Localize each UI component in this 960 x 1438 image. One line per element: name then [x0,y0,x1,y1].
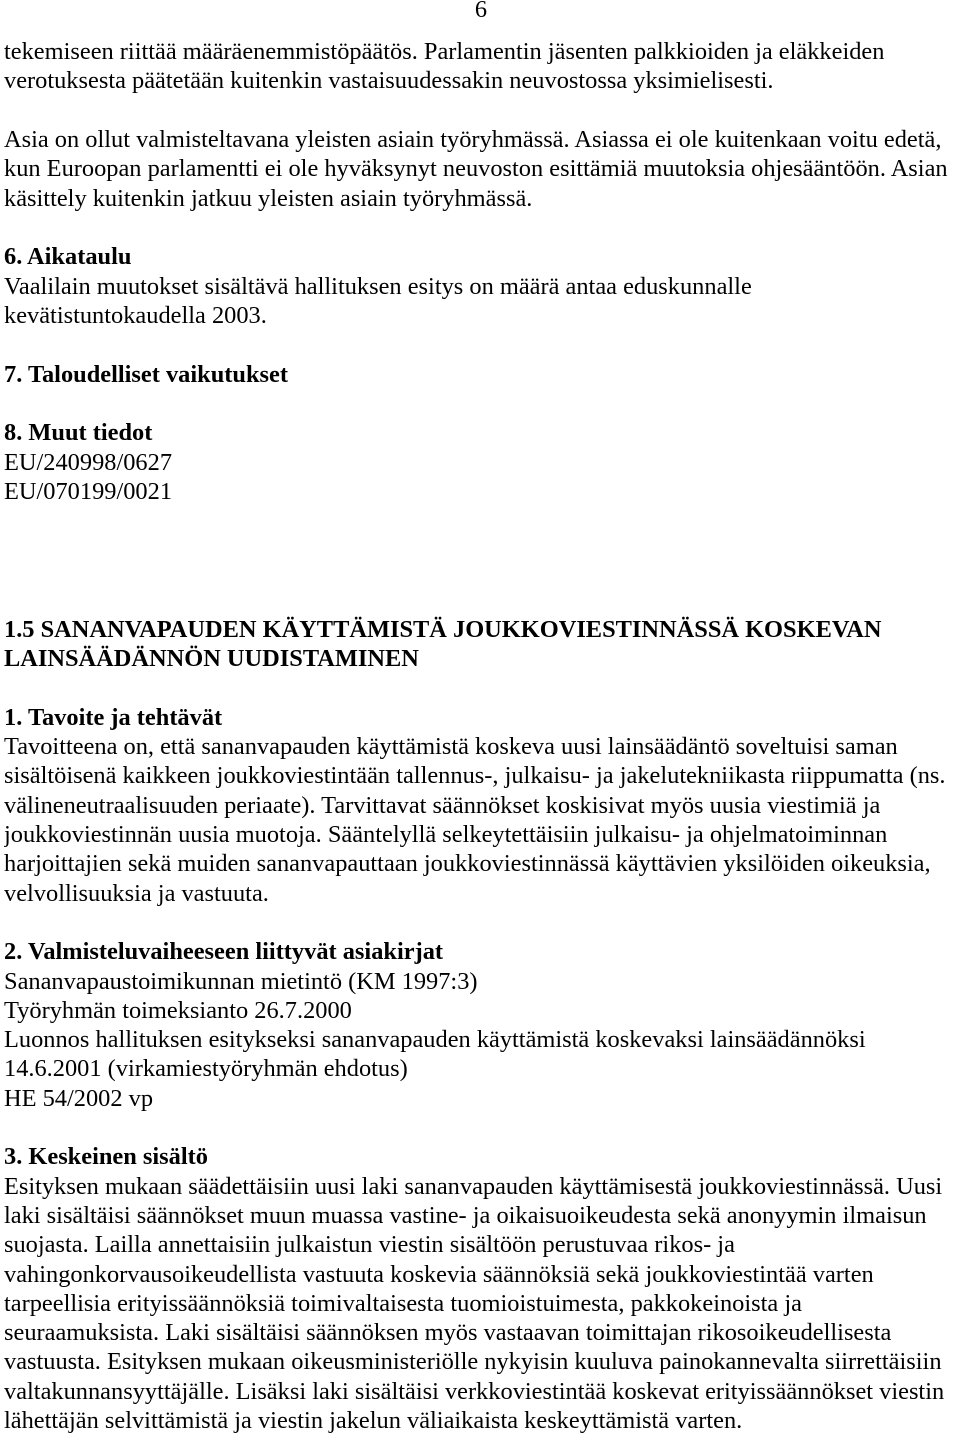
paragraph-line: Vaalilain muutokset sisältävä hallituksen esitys on määrä antaa eduskunnalle [4,272,752,300]
blank-line [4,908,956,937]
blank-line [4,213,956,242]
paragraph-line: harjoittajien sekä muiden sananvapauttaan joukkoviestinnässä käyttävien yksilöiden oikeuksia, [4,850,931,878]
blank-line [4,1113,956,1142]
page-number: 6 [474,0,488,23]
paragraph-line: kevätistuntokaudella 2003. [4,302,267,330]
document-reference: Sananvapaustoimikunnan mietintö (KM 1997:3) [4,967,478,995]
section-heading-financial-effects: 7. Taloudelliset vaikutukset [4,360,288,388]
section-heading-goals: 1. Tavoite ja tehtävät [4,703,223,731]
paragraph-line: velvollisuuksia ja vastuuta. [4,879,269,907]
paragraph-line: seuraamuksista. Laki sisältäisi säännöksen myös vastaavan toimittajan rikosoikeudellisesta [4,1319,892,1347]
document-reference: EU/240998/0627 [4,448,173,476]
paragraph-line: laki sisältäisi säännökset muun muassa vastine- ja oikaisuoikeudesta sekä anonyymin ilmaisun [4,1201,927,1229]
section-heading-other-info: 8. Muut tiedot [4,419,153,447]
section-title: LAINSÄÄDÄNNÖN UUDISTAMINEN [4,645,419,673]
paragraph-line: vahingonkorvausoikeudellista vastuuta koskevia säännöksiä sekä joukkoviestintää varten [4,1260,874,1288]
paragraph-line: vastuusta. Esityksen mukaan oikeusministeriölle nykyisin kuuluva painokannevalta siirrettäisiin [4,1348,942,1376]
document-reference: Luonnos hallituksen esitykseksi sananvapauden käyttämistä koskevaksi lainsäädännöksi [4,1026,866,1054]
paragraph-line: välineneutraalisuuden periaate). Tarvittavat säännökset koskisivat myös uusia viestimiä ja [4,791,881,819]
paragraph-line: Asia on ollut valmisteltavana yleisten asiain työryhmässä. Asiassa ei ole kuitenkaan voitu edetä, [4,126,942,154]
paragraph-line: tekemiseen riittää määräenemmistöpäätös. Parlamentin jäsenten palkkioiden ja eläkkeiden [4,38,885,65]
paragraph-line: käsittely kuitenkin jatkuu yleisten asiain työryhmässä. [4,184,533,212]
document-body-section-1-5 [4,615,956,1435]
blank-line [4,389,956,418]
paragraph-line: lähettäjän selvittämistä ja viestin jakelun väliaikaista keskeyttämistä varten. [4,1407,743,1435]
blank-line [4,96,956,125]
section-heading-content: 3. Keskeinen sisältö [4,1143,208,1171]
section-heading-documents: 2. Valmisteluvaiheeseen liittyvät asiakirjat [4,938,444,966]
paragraph-line: valtakunnansyyttäjälle. Lisäksi laki sisältäisi verkkoviestintää koskevat erityissäännökset viestin [4,1377,945,1405]
document-reference: 14.6.2001 (virkamiestyöryhmän ehdotus) [4,1055,408,1083]
paragraph-line: Tavoitteena on, että sananvapauden käyttämistä koskeva uusi lainsäädäntö soveltuisi saman [4,733,898,761]
paragraph-line: joukkoviestinnän uusia muotoja. Sääntelyllä selkeytettäisiin julkaisu- ja ohjelmatoiminnan [4,821,888,849]
blank-line [4,674,956,703]
document-reference: HE 54/2002 vp [4,1084,154,1112]
paragraph-line: sisältöisenä kaikkeen joukkoviestintään tallennus-, julkaisu- ja jakelutekniikasta riippumatta (ns. [4,762,946,790]
document-reference: Työryhmän toimeksianto 26.7.2000 [4,996,352,1024]
section-title: 1.5 SANANVAPAUDEN KÄYTTÄMISTÄ JOUKKOVIESTINNÄSSÄ KOSKEVAN [4,616,882,643]
document-reference: EU/070199/0021 [4,478,173,506]
paragraph-line: kun Euroopan parlamentti ei ole hyväksynyt neuvoston esittämiä muutoksia ohjesääntöön. Asian [4,155,948,183]
section-heading-schedule: 6. Aikataulu [4,243,132,271]
blank-line [4,330,956,359]
paragraph-line: suojasta. Lailla annettaisiin julkaistun viestin sisältöön perustuvaa rikos- ja [4,1231,735,1259]
paragraph-line: verotuksesta päätetään kuitenkin vastaisuudessakin neuvostossa yksimielisesti. [4,67,774,95]
document-body-top [4,37,956,507]
paragraph-line: Esityksen mukaan säädettäisiin uusi laki sananvapauden käyttämisestä joukkoviestinnässä. Uusi [4,1172,943,1200]
paragraph-line: tarpeellisia erityissäännöksiä toimivaltaisesta tuomioistuimesta, pakkokeinoista ja [4,1289,802,1317]
